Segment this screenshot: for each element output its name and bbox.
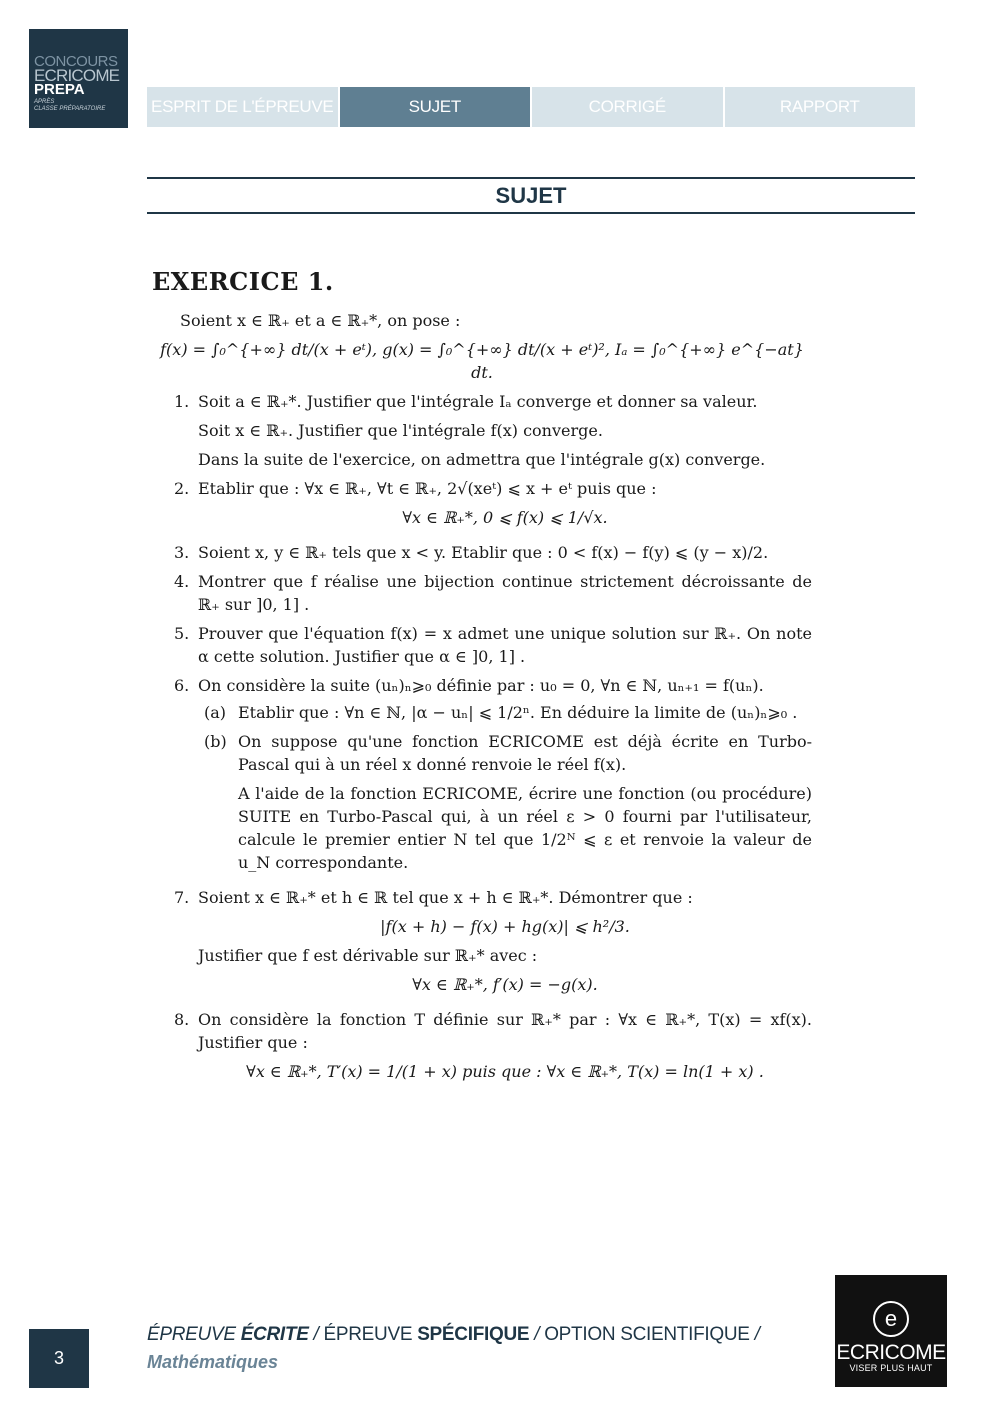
question-text: On considère la fonction T définie sur ℝ₊* par : ∀x ∈ ℝ₊*, T(x) = xf(x). Justifier que : bbox=[198, 1010, 812, 1052]
question-number: 3. bbox=[174, 543, 190, 562]
logo-line-ecricome: ECRICOME bbox=[34, 66, 120, 85]
footer-subject: Mathématiques bbox=[147, 1352, 279, 1372]
question-list bbox=[152, 390, 812, 1089]
exercise-content bbox=[152, 267, 812, 1095]
brand-tagline: VISER PLUS HAUT bbox=[849, 1363, 933, 1373]
section-tabs bbox=[147, 87, 915, 127]
question-text: Montrer que f réalise une bijection continue strictement décroissante de ℝ₊ sur ]0, 1] . bbox=[198, 572, 812, 614]
brand-name: ECRICOME bbox=[836, 1341, 946, 1364]
question-number: 1. bbox=[174, 392, 190, 411]
question-text: Soit a ∈ ℝ₊*. Justifier que l'intégrale Iₐ converge et donner sa valeur. bbox=[198, 392, 758, 411]
logo-line-prepa: PREPA bbox=[34, 81, 85, 98]
question-text: Prouver que l'équation f(x) = x admet une unique solution sur ℝ₊. On note α cette solution. Justifier que α ∈ ]0, 1] . bbox=[198, 624, 812, 666]
question-4 bbox=[174, 570, 812, 616]
question-5 bbox=[174, 622, 812, 668]
question-7 bbox=[174, 886, 812, 1002]
question-2 bbox=[174, 477, 812, 535]
question-number: 8. bbox=[174, 1010, 190, 1029]
question-3 bbox=[174, 541, 812, 564]
question-number: 7. bbox=[174, 888, 190, 907]
subquestion-text: Etablir que : ∀n ∈ ℕ, |α − uₙ| ⩽ 1/2ⁿ. En déduire la limite de (uₙ)ₙ⩾₀ . bbox=[238, 703, 798, 722]
tab-esprit[interactable]: ESPRIT DE L'ÉPREUVE bbox=[147, 87, 338, 127]
question-equation: ∀x ∈ ℝ₊*, f′(x) = −g(x). bbox=[412, 975, 598, 994]
footer-separator: / bbox=[308, 1324, 324, 1345]
subquestion-number: (b) bbox=[204, 732, 227, 751]
question-text: Etablir que : ∀x ∈ ℝ₊, ∀t ∈ ℝ₊, 2√(xeᵗ) ⩽ x + eᵗ puis que : bbox=[198, 479, 657, 498]
question-text: Soient x, y ∈ ℝ₊ tels que x < y. Etablir que : 0 < f(x) − f(y) ⩽ (y − x)/2. bbox=[198, 543, 769, 562]
exercise-definitions: f(x) = ∫₀^{+∞} dt/(x + eᵗ), g(x) = ∫₀^{+∞} dt/(x + eᵗ)², Iₐ = ∫₀^{+∞} e^{−at} dt. bbox=[160, 340, 804, 382]
exercise-title: EXERCICE 1. bbox=[152, 267, 334, 296]
ecricome-e-icon: e bbox=[873, 1301, 909, 1337]
footer-part1: ÉPREUVE bbox=[147, 1324, 241, 1345]
tab-sujet[interactable]: SUJET bbox=[340, 87, 531, 127]
footer-exam-type bbox=[147, 1324, 760, 1346]
footer-part2-bold: SPÉCIFIQUE bbox=[417, 1324, 530, 1345]
subquestion-text: A l'aide de la fonction ECRICOME, écrire une fonction (ou procédure) SUITE en Turbo-Pascal qui, à un réel ε > 0 fourni par l'utilisateur, calcule le premier entier N tel que 1/2ᴺ ⩽ ε et renvoie la valeur de u_N correspondante. bbox=[238, 784, 812, 872]
question-1 bbox=[174, 390, 812, 471]
question-text: Justifier que f est dérivable sur ℝ₊* avec : bbox=[198, 946, 538, 965]
tab-rapport[interactable]: RAPPORT bbox=[725, 87, 916, 127]
question-equation: |f(x + h) − f(x) + hg(x)| ⩽ h²/3. bbox=[380, 917, 630, 936]
subquestion-b bbox=[204, 730, 812, 874]
question-equation: ∀x ∈ ℝ₊*, T′(x) = 1/(1 + x) puis que : ∀x ∈ ℝ₊*, T(x) = ln(1 + x) . bbox=[246, 1062, 764, 1081]
question-text: Soient x ∈ ℝ₊* et h ∈ ℝ tel que x + h ∈ ℝ₊*. Démontrer que : bbox=[198, 888, 693, 907]
footer-part2: ÉPREUVE bbox=[323, 1324, 418, 1345]
question-number: 2. bbox=[174, 479, 190, 498]
ecricome-logo bbox=[835, 1275, 947, 1387]
question-text: Dans la suite de l'exercice, on admettra que l'intégrale g(x) converge. bbox=[198, 450, 766, 469]
footer-part3: OPTION SCIENTIFIQUE bbox=[544, 1324, 750, 1345]
concours-logo bbox=[29, 29, 128, 128]
question-8 bbox=[174, 1008, 812, 1089]
page-number: 3 bbox=[29, 1329, 89, 1388]
question-number: 5. bbox=[174, 624, 190, 643]
logo-line-concours: CONCOURS bbox=[34, 53, 118, 70]
question-6 bbox=[174, 674, 812, 880]
question-number: 4. bbox=[174, 572, 190, 591]
question-equation: ∀x ∈ ℝ₊*, 0 ⩽ f(x) ⩽ 1/√x. bbox=[402, 508, 608, 527]
subquestion-a bbox=[204, 701, 812, 724]
logo-line-classe: CLASSE PRÉPARATOIRE bbox=[34, 106, 106, 112]
subquestion-text: On suppose qu'une fonction ECRICOME est déjà écrite en Turbo-Pascal qui à un réel x donné renvoie le réel f(x). bbox=[238, 732, 812, 774]
footer-part1-bold: ÉCRITE bbox=[240, 1324, 309, 1345]
question-number: 6. bbox=[174, 676, 190, 695]
section-title: SUJET bbox=[147, 177, 915, 214]
subquestion-number: (a) bbox=[204, 703, 227, 722]
tab-corrige[interactable]: CORRIGÉ bbox=[532, 87, 723, 127]
question-text: On considère la suite (uₙ)ₙ⩾₀ définie par : u₀ = 0, ∀n ∈ ℕ, uₙ₊₁ = f(uₙ). bbox=[198, 676, 764, 695]
footer-separator: / bbox=[529, 1324, 545, 1345]
question-text: Soit x ∈ ℝ₊. Justifier que l'intégrale f(x) converge. bbox=[198, 421, 603, 440]
exercise-intro: Soient x ∈ ℝ₊ et a ∈ ℝ₊*, on pose : bbox=[180, 311, 461, 330]
footer-separator: / bbox=[749, 1324, 760, 1345]
logo-line-apres: APRÈS bbox=[34, 99, 55, 105]
